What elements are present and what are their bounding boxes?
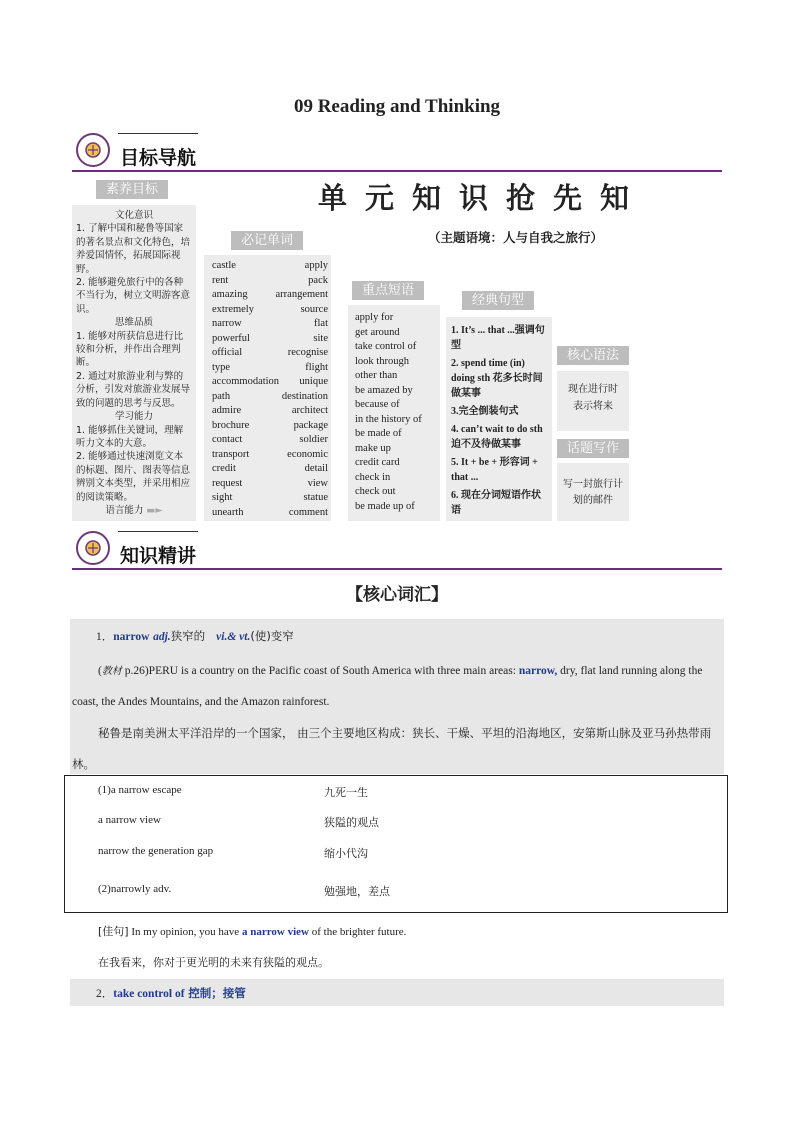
source-translation: 秘鲁是南美洲太平洋沿岸的一个国家， 由三个主要地区构成：狭长、干燥、平坦的沿海地区，安第斯山脉及亚马孙热带雨林。	[72, 726, 712, 771]
word: pack	[308, 274, 328, 286]
word-pair	[212, 332, 328, 347]
phrase-item: be amazed by	[355, 384, 413, 396]
word: official	[212, 347, 243, 358]
phrase-item: in the history of	[355, 413, 422, 425]
tag-writing: 话题写作	[557, 439, 629, 458]
word: transport	[212, 448, 250, 460]
section-top-line	[118, 531, 198, 532]
usage-chinese: 九死一生	[324, 786, 368, 799]
word: economic	[287, 448, 328, 460]
section-divider	[72, 170, 722, 172]
tag-literacy: 素养目标	[96, 180, 168, 199]
word: package	[293, 419, 328, 431]
word: detail	[304, 463, 328, 474]
word-pair	[212, 303, 328, 318]
word: source	[300, 303, 328, 315]
section-divider	[72, 568, 722, 570]
sentences-panel	[446, 317, 552, 521]
word: accommodation	[212, 376, 280, 387]
phrase-item: check out	[355, 486, 396, 497]
thinking-item: 2. 通过对旅游业利与弊的分析，引发对旅游业发展导致的问题的思考与反思。	[76, 370, 191, 409]
example-sentence: [佳句] In my opinion, you have a narrow view of the brighter future.	[98, 925, 407, 938]
word-pair	[212, 462, 328, 477]
word: architect	[291, 405, 328, 416]
word: credit	[212, 463, 236, 474]
word: sight	[212, 492, 233, 503]
section-top-line	[118, 133, 198, 134]
word-pair	[212, 433, 328, 448]
word-pair	[212, 491, 328, 506]
sentence-pattern: 5. It + be + 形容词 + that ...	[451, 457, 538, 483]
words-panel	[204, 255, 331, 521]
phrase-item: get around	[355, 326, 400, 338]
word: request	[212, 477, 243, 489]
thinking-heading: 思维品质	[114, 317, 153, 329]
word-pair	[212, 288, 328, 303]
thinking-item: 1. 能够对所获信息进行比较和分析，并作出合理判断。	[76, 330, 184, 369]
phrase-item: credit card	[355, 457, 400, 468]
sentence-pattern: 4. can’t wait to do sth 迫不及待做某事	[451, 424, 543, 450]
tag-words: 必记单词	[231, 231, 303, 250]
writing-panel: 写一封旅行计划的邮件	[557, 463, 629, 521]
word: unearth	[212, 506, 244, 518]
tag-sentences: 经典句型	[462, 291, 534, 310]
arrow-right-icon: ▬►	[146, 504, 163, 516]
phrase-item: look through	[355, 355, 409, 367]
phrase-item: be made up of	[355, 500, 415, 512]
word: admire	[212, 405, 242, 416]
learning-item: 2. 能够通过快速浏览文本的标题、图片、图表等信息辨别文本类型，并采用相应的阅读策略。	[76, 451, 191, 503]
tag-grammar: 核心语法	[557, 346, 629, 365]
word: rent	[212, 274, 229, 286]
entry-headword: 2．take control of 控制；接管	[96, 986, 246, 1000]
word: brochure	[212, 419, 250, 431]
banner-title: 单元知识抢先知	[318, 181, 648, 215]
word-pair	[212, 419, 328, 434]
word-pair	[212, 361, 328, 376]
word: unique	[299, 376, 328, 387]
word: castle	[212, 260, 236, 271]
sentence-pattern: 6. 现在分词短语作状语	[451, 490, 541, 516]
culture-item: 2. 能够避免旅行中的各种不当行为，树立文明游客意识。	[76, 277, 191, 315]
word: apply	[304, 260, 328, 271]
learning-item: 1. 能够抓住关键词，理解听力文本的大意。	[76, 424, 184, 449]
section-title-goals: 目标导航	[120, 147, 197, 169]
word: flight	[305, 361, 328, 373]
example-translation: 在我看来，你对于更光明的未来有狭隘的观点。	[98, 956, 329, 969]
word: path	[212, 390, 231, 402]
word: site	[313, 332, 328, 344]
phrase-item: check in	[355, 471, 391, 483]
word-pair	[212, 506, 328, 521]
word-pair	[212, 259, 328, 274]
word: recognise	[287, 347, 328, 358]
tag-phrases: 重点短语	[352, 281, 424, 300]
usage-english: (1)a narrow escape	[98, 784, 182, 796]
word-pair	[212, 317, 328, 332]
usage-chinese: 勉强地，差点	[324, 885, 390, 898]
word: destination	[281, 390, 328, 402]
word-pair	[212, 477, 328, 492]
word-pair	[212, 375, 328, 390]
section-title-knowledge: 知识精讲	[120, 545, 197, 567]
word: type	[212, 361, 231, 373]
word-pair	[212, 448, 328, 463]
usage-english: narrow the generation gap	[98, 845, 214, 857]
word-pair	[212, 274, 328, 289]
source-sentence: (教材 p.26)PERU is a country on the Pacific coast of South America with three main areas: narrow, dry, flat land running along the coast, the Andes Mountains, and the Amazon rainforest.	[72, 665, 703, 708]
word: statue	[303, 492, 328, 503]
usage-chinese: 狭隘的观点	[324, 816, 379, 829]
word: amazing	[212, 289, 248, 300]
phrase-item: apply for	[355, 312, 394, 323]
sentence-pattern: 1. It’s ... that ...强调句型	[451, 325, 545, 351]
banner-subtitle: （主题语境：人与自我之旅行）	[428, 230, 604, 245]
phrase-item: because of	[355, 399, 400, 410]
phrase-item: be made of	[355, 428, 402, 439]
word: contact	[212, 434, 243, 445]
word: narrow	[212, 318, 242, 329]
word: extremely	[212, 303, 254, 315]
phrase-item: other than	[355, 370, 398, 381]
word: arrangement	[275, 289, 328, 300]
sentence-pattern: 3.完全倒装句式	[451, 406, 519, 417]
usage-english: a narrow view	[98, 814, 161, 826]
language-ability-label: 语言能力 ▬►	[105, 504, 163, 516]
word-pair	[212, 390, 328, 405]
literacy-goals-panel	[72, 205, 196, 521]
brain-icon	[76, 133, 110, 167]
culture-heading: 文化意识	[114, 210, 153, 221]
phrase-item: make up	[355, 442, 391, 454]
learning-heading: 学习能力	[114, 411, 153, 423]
brain-icon	[76, 531, 110, 565]
word: powerful	[212, 332, 250, 344]
phrases-panel	[348, 305, 440, 521]
grammar-panel: 现在进行时表示将来	[557, 371, 629, 431]
entry-headword: 1．narrow adj.狭窄的 vi.& vt.(使)变窄	[96, 629, 294, 643]
word: view	[307, 477, 328, 489]
sentence-pattern: 2. spend time (in) doing sth 花多长时间做某事	[451, 358, 543, 399]
word: flat	[314, 318, 328, 329]
word: soldier	[299, 434, 328, 445]
core-vocab-heading: 【核心词汇】	[346, 585, 448, 605]
usage-english: (2)narrowly adv.	[98, 883, 172, 895]
culture-item: 1. 了解中国和秘鲁等国家的著名景点和文化特色，培养爱国情怀，拓展国际视野。	[76, 223, 191, 275]
word-pair	[212, 404, 328, 419]
document-title: 09 Reading and Thinking	[293, 96, 501, 117]
usage-chinese: 缩小代沟	[324, 847, 368, 860]
word: comment	[288, 506, 328, 518]
phrase-item: take control of	[355, 341, 417, 352]
word-pair	[212, 346, 328, 361]
